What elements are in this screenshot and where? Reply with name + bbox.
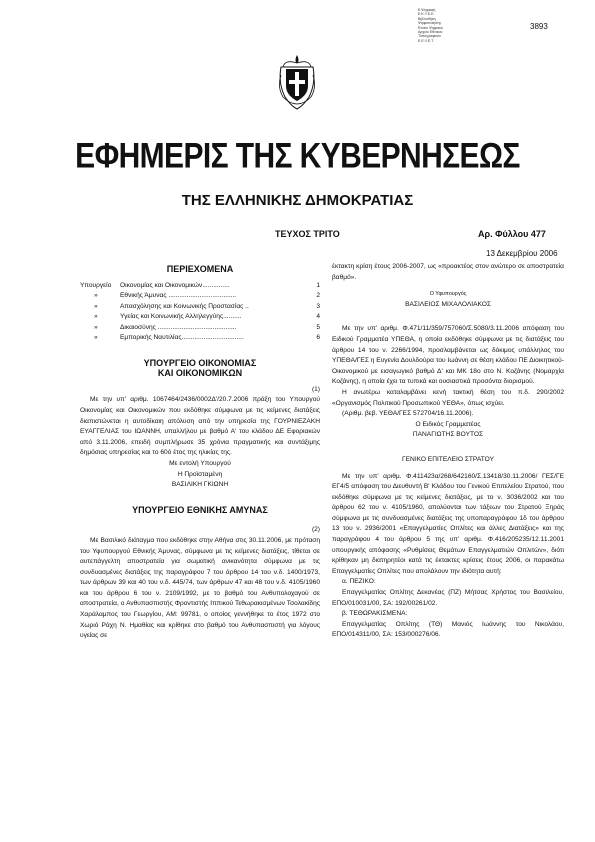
gazette-title: ΕΦΗΜΕΡΙΣ ΤΗΣ ΚΥΒΕΡΝΗΣΕΩΣ xyxy=(75,136,520,176)
signature-name: ΠΑΝΑΓΙΩΤΗΣ ΒΟΥΤΟΣ xyxy=(412,431,484,439)
decision-number: (1) xyxy=(311,385,320,393)
decision-number: (2) xyxy=(311,526,320,534)
decision-text-continued: έκτακτη κρίση έτους 2006-2007, ως «προακτέος στον ανώτερο σε αποστρατεία βαθμό». xyxy=(332,263,564,281)
decision-text: Με την υπ' αριθμ. 1067464/2436/0002Δ'/20.7.2006 πράξη του Υπουργού Οικονομίας και Οικονομικών που εκδόθηκε σύμφωνα με τις κείμενες διατάξεις διαπιστώνεται η αυτοδίκαιη απόλυση από την υπηρεσία της ΓΟΥΡΝΙΕΖΑΚΗ ΕΥΑΓΓΕΛΙΑΣ του ΙΩΑΝΝΗ, υπαλλήλου με βαθμό Α' του κλάδου ΔΕ Εφοριακών από 3.11.2006, επειδή συμπλήρωσε 35 χρόνια πραγματικής και συντάξιμης δημόσιας υπηρεσίας και το 60ό έτος της ηλικίας της. xyxy=(80,396,320,457)
decision-text: Με την υπ' αριθμ. Φ.471/11/359/757060/Σ.5080/3.11.2006 απόφαση του Ειδικού Γραμματέα ΥΠΕΘΑ, η οποία εκδόθηκε σύμφωνα με τις διατάξεις του άρθρου 14 του ν. 2266/1994, προσλαμβάνεται ως δόκιμος υπάλληλος του ΥΠΕΘΑ/ΓΕΣ η Ευγενία Δουλδούρα του Ιωάννη σε θέση κλάδου ΠΕ Διοικητικού-Οικονομικού με εισαγωγικό βαθμό Δ' και ΜΚ 18ο στο Ν. Κοζάνης (Νομαρχία Κοζάνης), η οποία έχει τα τυπικά και ουσιαστικά προσόντα διορισμού. xyxy=(332,325,564,386)
table-of-contents xyxy=(80,281,320,344)
signature-role: Η Προϊσταμένη xyxy=(177,470,223,478)
toc-item[interactable]: » Δικαιοσύνης ........................................... 5 xyxy=(94,323,320,331)
issue-date: 13 Δεκεμβρίου 2006 xyxy=(486,249,558,258)
list-item: Επαγγελματίας Οπλίτης Δεκανέας (ΠΖ) Μήτσας Χρήστος του Βασιλείου, ΕΠΟ/010031/00, ΣΑ: 192/00261/02. xyxy=(332,589,564,607)
stamp-line: Αρχείο Εθνικού xyxy=(418,30,443,35)
issue-prefix: Αρ. Φύλλου xyxy=(478,229,529,239)
stamp-line: Τυπογραφείου xyxy=(418,34,441,39)
signature-role: Ο Ειδικός Γραμματέας xyxy=(415,420,481,428)
list-item: β. ΤΕΘΩΡΑΚΙΣΜΕΝΑ: xyxy=(342,610,408,618)
stamp-line: Ψηφιοποίησης xyxy=(418,21,442,26)
page-number: 3893 xyxy=(530,22,548,31)
stamp-line: Βιβλιοθήκη xyxy=(418,16,436,21)
signature-name: ΒΑΣΙΛΕΙΟΣ ΜΙΧΑΛΟΛΙΑΚΟΣ xyxy=(405,300,491,308)
section-heading-army-staff: ΓΕΝΙΚΟ ΕΠΙΤΕΛΕΙΟ ΣΤΡΑΤΟΥ xyxy=(402,455,494,463)
stamp-line: Ε.Ψηφιακή xyxy=(418,8,436,12)
left-column xyxy=(80,262,320,642)
toc-item[interactable]: » Υγείας και Κοινωνικής Αλληλεγγύης.......... 4 xyxy=(94,313,320,321)
section-heading-defence: ΥΠΟΥΡΓΕΙΟ ΕΘΝΙΚΗΣ ΑΜΥΝΑΣ xyxy=(132,504,268,515)
list-item: α. ΠΕΖΙΚΟ: xyxy=(342,578,376,586)
section-heading-finance: ΥΠΟΥΡΓΕΙΟ ΟΙΚΟΝΟΜΙΑΣ xyxy=(143,357,257,368)
decision-text: Η ανωτέρω καταλαμβάνει κενή τακτική θέση του π.δ. 290/2002 «Οργανισμός Πολιτικού Προσωπικού ΥΕΘΑ», όπως ισχύει. xyxy=(332,388,564,407)
coat-of-arms-icon xyxy=(277,53,317,111)
series-label: ΤΕΥΧΟΣ ΤΡΙΤΟ xyxy=(275,229,340,239)
signature-role: Ο Υφυπουργός xyxy=(429,291,467,298)
signature-name: ΒΑΣΙΛΙΚΗ ΓΚΙΩΝΗ xyxy=(171,481,229,489)
toc-heading: ΠΕΡΙΕΧΟΜΕΝΑ xyxy=(166,264,234,274)
toc-item[interactable]: » Απασχόλησης και Κοινωνικής Προστασίας .. 3 xyxy=(94,302,320,310)
issue-label xyxy=(478,229,546,239)
toc-item[interactable]: » Εμπορικής Ναυτιλίας.................................. 6 xyxy=(94,334,320,342)
list-item: Επαγγελματίας Οπλίτης (ΤΘ) Μανιός Ιωάννης του Νικολάου, ΕΠΟ/014311/00, ΣΑ: 153/000276/06. xyxy=(332,620,564,639)
decision-text: Με την υπ' αριθμ. Φ.411423α/268/642160/Σ.13418/30.11.2006/ ΓΕΣ/ΓΕ ΕΓ4/5 απόφαση του Διευθυντή Β' Κλάδου του Γενικού Επιτελείου Στρατού, που εκδόθηκε σύμφωνα με τις κείμενες διατάξεις, με το ν. 3036/2002 και του άρθρου 62 του ν. 4105/1960, απολύονται των τάξεων του Στρατού Ξηράς σύμφωνα με τις συνδυασμένες διατάξεις της υποπαραγράφου 1δ του άρθρου 13 του ν. 2936/2001 «Επαγγελματίες Οπλίτες και άλλες Διατάξεις» και της παραγράφου 4 του άρθρου 5 της υπ' αριθμ. Φ.416/205235/12.11.2001 υπουργικής απόφασης «Ρυθμίσεις Θεμάτων Επαγγελματιών Οπλιτών», διότι κρίθηκαν μη διατηρητέοι κατά τις έκτακτες κρίσεις έτους 2006, οι παρακάτω Επαγγελματίες Οπλίτες που απολάλουν την ιδιότητα αυτή: xyxy=(332,472,564,575)
section-heading-finance-2: ΚΑΙ ΟΙΚΟΝΟΜΙΚΩΝ xyxy=(157,368,243,379)
toc-item[interactable]: Υπουργείο Οικονομίας και Οικονομικών............... 1 xyxy=(80,281,320,289)
right-column xyxy=(332,262,564,641)
gazette-subtitle: ΤΗΣ ΕΛΛΗΝΙΚΗΣ ΔΗΜΟΚΡΑΤΙΑΣ xyxy=(181,192,414,209)
digital-archive-stamp xyxy=(418,8,504,43)
signature-line: Με εντολή Υπουργού xyxy=(169,459,231,467)
reference-number: (Αριθμ. βεβ. ΥΕΘΑ/ΓΕΣ 572704/16.11.2006). xyxy=(342,410,474,418)
stamp-line: Ενιαίο Ψηφιακό xyxy=(418,25,443,30)
toc-item[interactable]: » Εθνικής Άμυνας ..................................... 2 xyxy=(94,292,320,300)
issue-number: 477 xyxy=(530,229,546,239)
stamp-line: Ε.Ε.Υ.Ε.Τ. xyxy=(418,38,434,43)
decision-text: Με Βασιλικό διάταγμα που εκδόθηκε στην Αθήνα στις 30.11.2006, με πρόταση του Υφυπουργού Εθνικής Άμυνας, σύμφωνα με τις κείμενες διατάξεις, τίθεται σε αυτεπάγγελτη αποστρατεία για σωματική ανικανότητα σύμφωνα με τις συνδυασμένες διατάξεις της παραγράφου 7 του άρθρου 14 του ν.δ. 1400/1973, των άρθρων 39 και 40 του ν.δ. 445/74, των άρθρων 47 και 48 του ν.δ. 4105/1960 και του άρθρου 6 του ν. 2109/1992, με το βαθμό του Ανθυπολοχαγού σε αποστρατεία, ο Ανθυπασπιστής Φροντιστής Ιππικού Τεθωρακισμένων Τσολακίδης Χαράλαμπος του Γεωργίου, ΑΜ: 99781, ο οποίος γεννήθηκε το έτος 1972 στο Χωριό Ράχη Ν. Ημαθίας και κρίθηκε στο βαθμό του Ανθυπασπιστή για λόγους υγείας σε xyxy=(80,536,320,640)
stamp-line: Ε.Κ.Υ.Ε.Ε. xyxy=(418,12,435,17)
